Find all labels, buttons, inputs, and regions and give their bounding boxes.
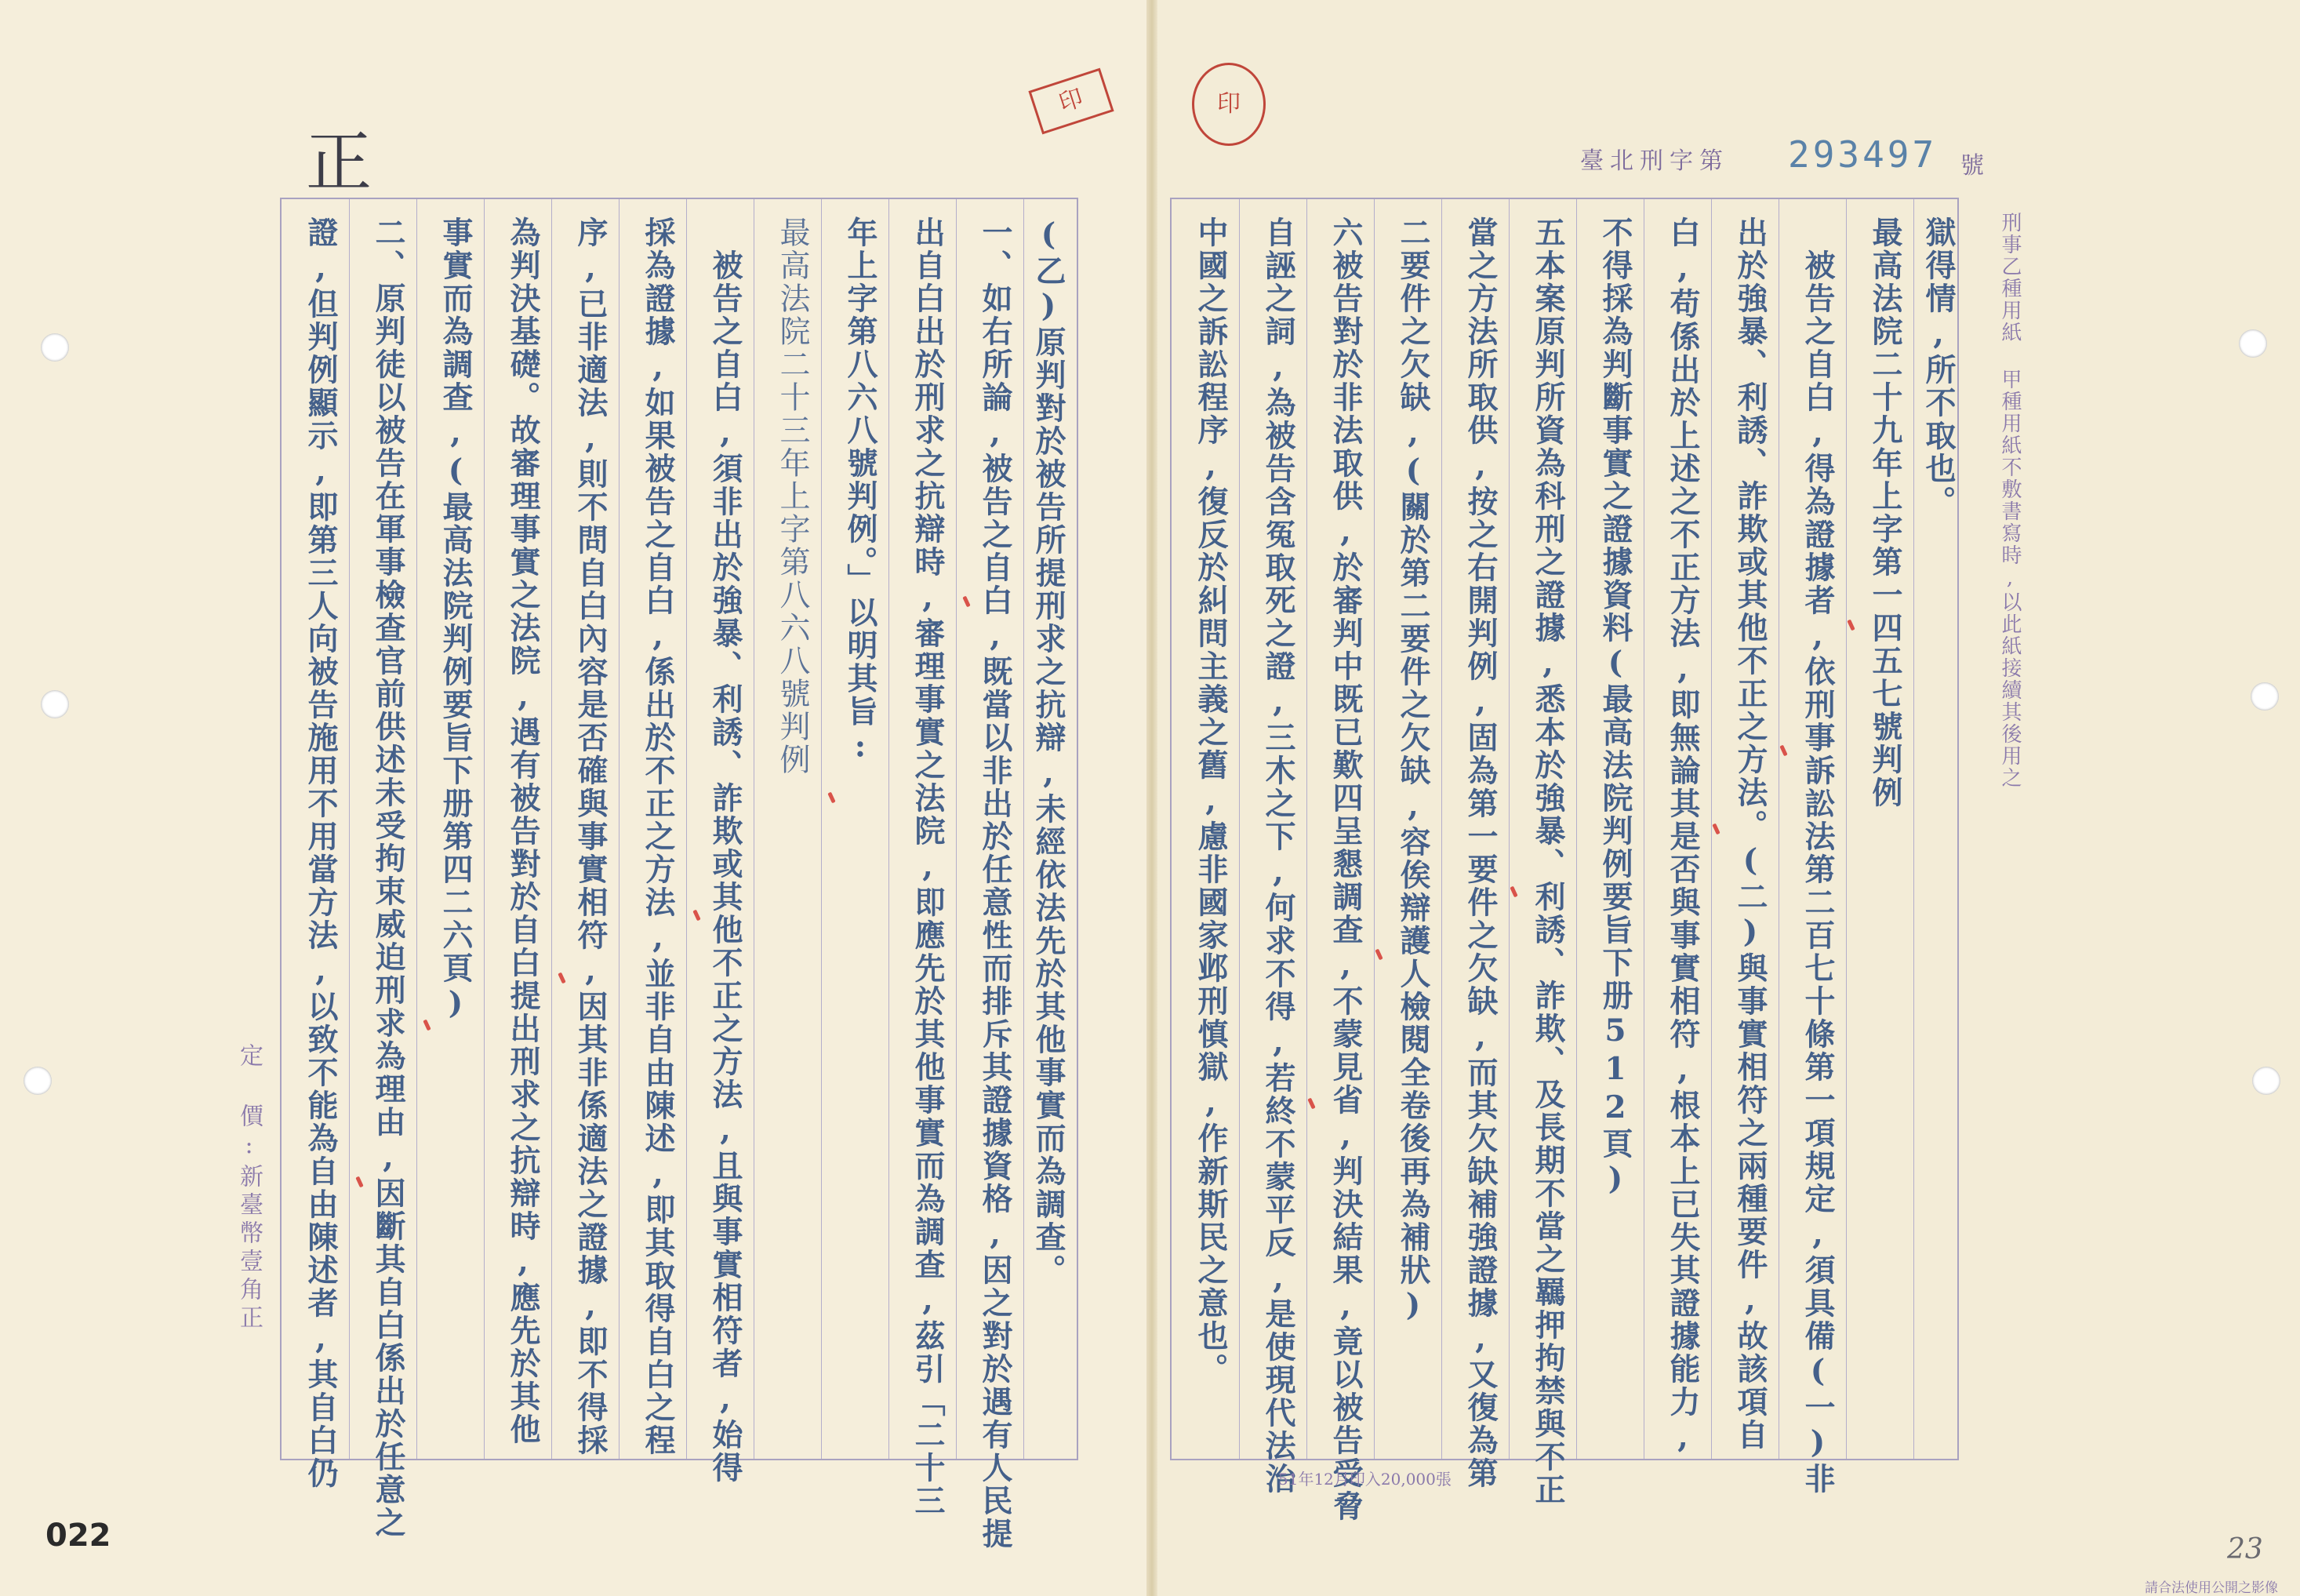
text-column: 中國之訴訟程序,復反於糾問主義之舊,慮非國家邺刑慎獄,作新斯民之意也。: [1193, 216, 1229, 1386]
text-column: 自誣之詞,為被告含冤取死之證,三木之下,何求不得,若終不蒙平反,是使現代法治: [1260, 216, 1296, 1496]
handwritten-mark: 正: [306, 124, 372, 201]
text-column: 一、如右所論,被告之自白,既當以非出於任意性而排斥其證據資格,因之對於遇有人民提: [977, 216, 1013, 1551]
text-column: 年上字第八六八號判例。」以明其旨:: [842, 216, 878, 767]
corner-note: 請合法使用公開之影像: [2145, 1580, 2278, 1596]
margin-note: 刑事乙種用紙 甲種用紙不敷書寫時,以此紙接續其後用之: [1998, 212, 2022, 789]
text-column: 出自白出於刑求之抗辯時,審理事實之法院,即應先於其他事實而為調查,茲引「二十三: [910, 216, 946, 1518]
punch-hole: [24, 1067, 52, 1095]
text-column: 序,已非適法,則不問自白內容是否確與事實相符,因其非係適法之證據,即不得採: [572, 216, 609, 1457]
text-column: 不得採為判斷事實之證據資料(最高法院判例要旨下册512頁): [1597, 216, 1633, 1199]
punch-hole: [2252, 1067, 2280, 1095]
text-column: 白,苟係出於上述之不正方法,即無論其是否與事實相符,根本上已失其證據能力,: [1665, 216, 1701, 1457]
book-spine: [1146, 0, 1157, 1596]
text-column: 事實而為調查,(最高法院判例要旨下册第四二六頁): [438, 216, 474, 1023]
text-column: 二要件之欠缺,(關於第二要件之欠缺,容俟辯護人檢閱全卷後再為補狀): [1395, 216, 1431, 1325]
bottom-stamp: 022: [45, 1518, 111, 1554]
punch-hole: [2251, 682, 2279, 711]
punch-hole: [2239, 329, 2267, 358]
red-seal-right: 印: [1192, 63, 1266, 146]
text-column: 五本案原判所資為科刑之證據,悉本於強暴、利誘、詐欺、及長期不當之羈押拘禁與不正: [1530, 216, 1566, 1507]
page-number: 23: [2227, 1533, 2263, 1565]
text-column: 被告之自白,得為證據者,依刑事訴訟法第二百七十條第一項規定,須具備(一)非: [1800, 216, 1836, 1496]
left-text-frame: [280, 198, 1078, 1551]
serial-number: 293497: [1788, 133, 1938, 176]
text-column: 二、原判徒以被告在軍事檢查官前供述未受拘束威迫刑求為理由,因斷其自白係出於任意之: [370, 216, 406, 1540]
text-column: 六被告對於非法取供,於審判中既已歎四呈懇調查,不蒙見省,判決結果,竟以被告受脅: [1328, 216, 1364, 1523]
text-column: 為判決基礎。故審理事實之法院,遇有被告對於自白提出刑求之抗辯時,應先於其他: [505, 216, 541, 1446]
text-column: 獄得情,所不取也。: [1920, 216, 1957, 518]
text-column: 最高法院二十九年上字第一四五七號判例: [1867, 216, 1903, 809]
punch-hole: [41, 333, 69, 362]
punch-hole: [41, 690, 69, 718]
text-column: 被告之自白,須非出於強暴、利誘、詐欺或其他不正之方法,且與事實相符者,始得: [707, 216, 743, 1485]
print-note: 51年12月印入20,000張: [1278, 1470, 1452, 1489]
text-column: 當之方法所取供,按之右開判例,固為第一要件之欠缺,而其欠缺補強證據,又復為第: [1462, 216, 1499, 1490]
text-column: 證,但判例顯示,即第三人向被告施用不用當方法,以致不能為自由陳述者,其自白仍: [303, 216, 339, 1490]
form-header-prefix: 臺北刑字第: [1580, 147, 1729, 175]
red-seal-left: 印: [1028, 68, 1114, 135]
text-column: 出於強暴、利誘、詐欺或其他不正之方法。(二)與事實相符之兩種要件,故該項自: [1732, 216, 1768, 1452]
text-column: (乙)原判對於被告所提刑求之抗辯,未經依法先於其他事實而為調查。: [1030, 216, 1066, 1287]
form-header-suffix: 號: [1960, 152, 1984, 180]
text-column: 最高法院二十三年上字第八六八號判例: [775, 216, 810, 776]
text-column: 採為證據,如果被告之自白,係出於不正之方法,並非自由陳述,即其取得自白之程: [640, 216, 676, 1457]
price-note: 定 價:新臺幣壹角正: [235, 1043, 263, 1333]
